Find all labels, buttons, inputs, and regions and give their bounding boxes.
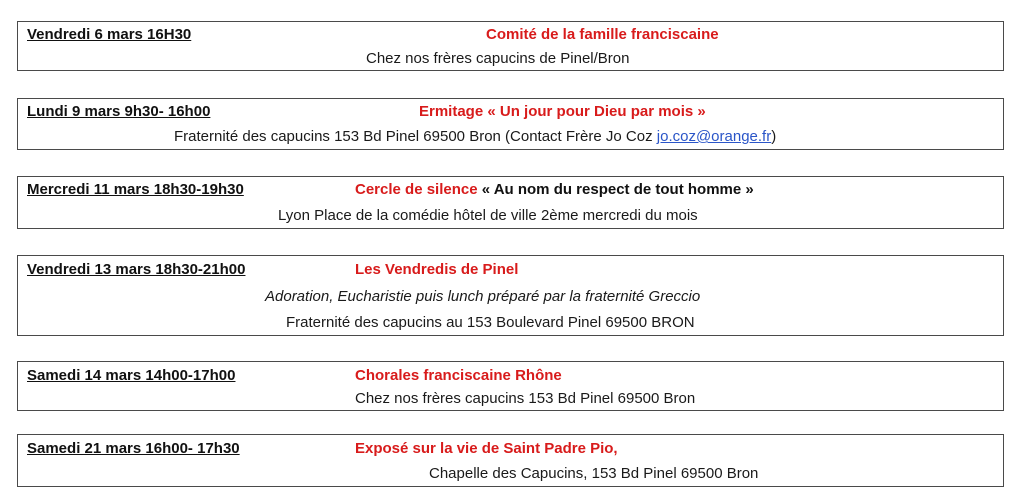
- event-box-5: [17, 361, 1004, 411]
- event-box-6: [17, 434, 1004, 487]
- event-title: Comité de la famille franciscaine: [486, 26, 719, 43]
- event-location: Fraternité des capucins au 153 Boulevard Pinel 69500 BRON: [286, 314, 695, 331]
- event-date: Samedi 14 mars 14h00-17h00: [27, 367, 236, 384]
- event-date: Vendredi 13 mars 18h30-21h00: [27, 261, 246, 278]
- event-location: [174, 128, 776, 146]
- event-location: Chapelle des Capucins, 153 Bd Pinel 69500 Bron: [429, 465, 759, 482]
- contact-email-link[interactable]: jo.coz@orange.fr: [656, 128, 772, 145]
- event-title: Les Vendredis de Pinel: [355, 261, 519, 278]
- event-location-suffix: ): [771, 128, 777, 145]
- event-date: Samedi 21 mars 16h00- 17h30: [27, 440, 240, 457]
- event-title: Cercle de silence: [355, 181, 478, 198]
- event-description: Adoration, Eucharistie puis lunch préparé par la fraternité Greccio: [265, 288, 701, 305]
- event-location: Lyon Place de la comédie hôtel de ville 2ème mercredi du mois: [278, 207, 698, 224]
- event-box-2: [17, 98, 1004, 150]
- event-title-suffix: « Au nom du respect de tout homme »: [477, 181, 754, 198]
- event-box-4: [17, 255, 1004, 336]
- event-location: Chez nos frères capucins de Pinel/Bron: [366, 50, 630, 67]
- event-box-3: [17, 176, 1004, 229]
- event-title: Exposé sur la vie de Saint Padre Pio,: [355, 440, 618, 457]
- event-date: Mercredi 11 mars 18h30-19h30: [27, 181, 244, 198]
- event-title-line: [355, 181, 754, 199]
- event-location: Chez nos frères capucins 153 Bd Pinel 69500 Bron: [355, 390, 696, 407]
- event-title: Ermitage « Un jour pour Dieu par mois »: [419, 103, 706, 120]
- event-date: Lundi 9 mars 9h30- 16h00: [27, 103, 211, 120]
- event-title: Chorales franciscaine Rhône: [355, 367, 562, 384]
- event-location-text: Fraternité des capucins 153 Bd Pinel 69500 Bron (Contact Frère Jo Coz: [174, 128, 657, 145]
- event-box-1: [17, 21, 1004, 71]
- event-date: Vendredi 6 mars 16H30: [27, 26, 192, 43]
